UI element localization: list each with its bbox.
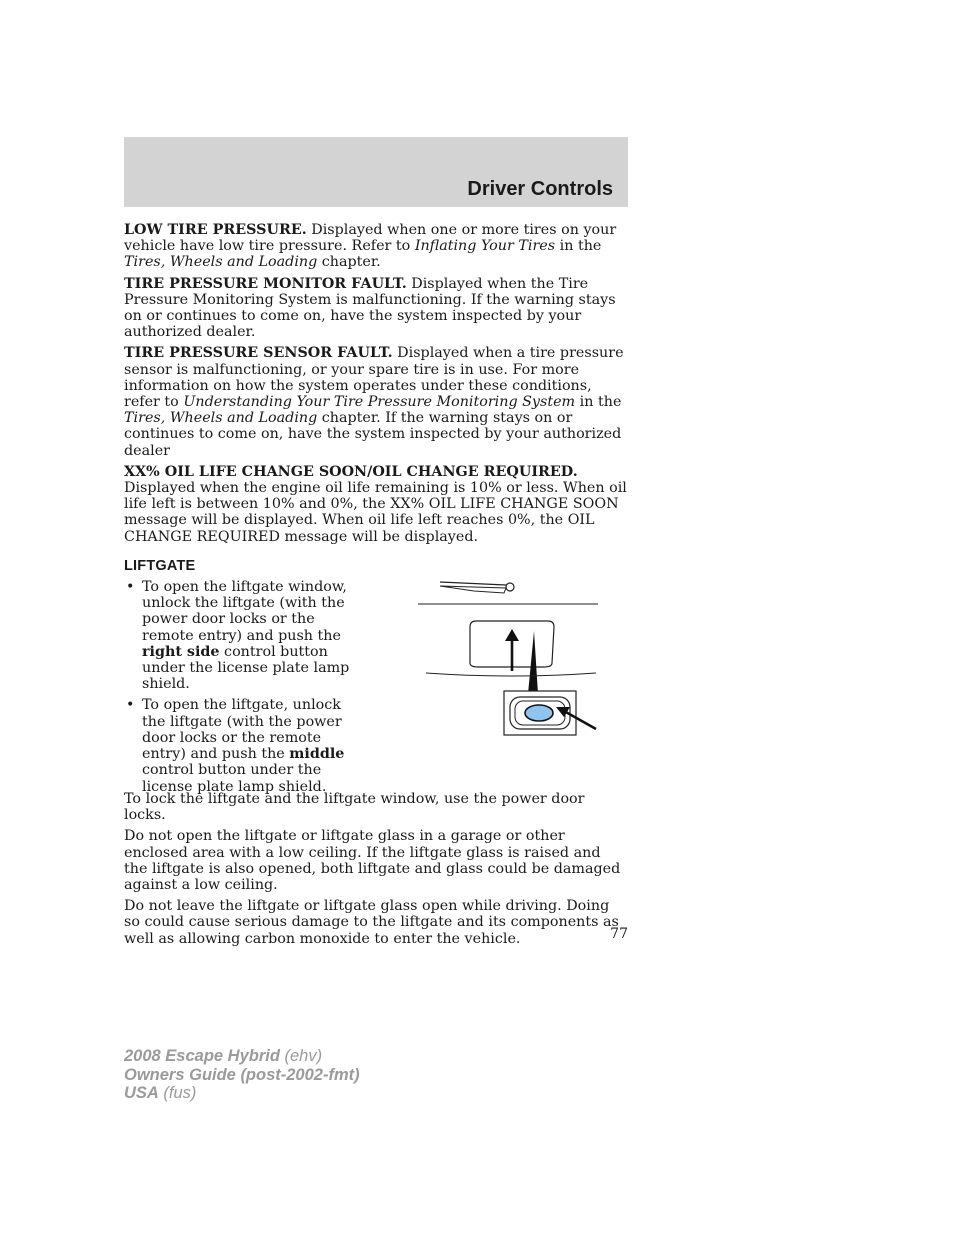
term-monitor-fault: TIRE PRESSURE MONITOR FAULT.: [124, 275, 407, 292]
chapter-reference: Tires, Wheels and Loading: [124, 410, 318, 427]
paragraph-lock-liftgate: To lock the liftgate and the liftgate window, use the power door locks.: [124, 791, 585, 824]
paragraph-low-tire-pressure: LOW TIRE PRESSURE. Displayed when one or more tires on your vehicle have low tire pressure. Refer to Inflating Your Tires in the Tires, Wheels and Loading chapter.: [124, 222, 617, 271]
footer-line-market: USA (fus): [124, 1084, 197, 1102]
rear-wiper-icon: [440, 582, 514, 593]
chapter-reference: Tires, Wheels and Loading: [124, 254, 318, 271]
liftgate-instructions: [124, 579, 364, 800]
term-sensor-fault: TIRE PRESSURE SENSOR FAULT.: [124, 345, 393, 362]
term-oil-life: XX% OIL LIFE CHANGE SOON/OIL CHANGE REQUIRED.: [124, 463, 578, 480]
footer-line-guide: Owners Guide (post-2002-fmt): [124, 1065, 360, 1084]
list-item: • To open the liftgate window, unlock the liftgate (with the power door locks or the remote entry) and push the right side control button under the license plate lamp shield.: [126, 579, 350, 693]
paragraph-garage-warning: Do not open the liftgate or liftgate glass in a garage or other enclosed area with a low ceiling. If the liftgate glass is raised and the liftgate is also opened, both liftgate and glass could be damaged against a low ceiling.: [124, 828, 621, 894]
document-footer: [124, 1047, 360, 1103]
chapter-title: Driver Controls: [467, 178, 613, 200]
section-heading-liftgate: LIFTGATE: [124, 557, 196, 574]
page-content: [124, 222, 628, 952]
list-item: • To open the liftgate, unlock the liftgate (with the power door locks or the remote entry) and push the middle control button under the license plate lamp shield.: [126, 697, 345, 795]
term-low-tire-pressure: LOW TIRE PRESSURE.: [124, 222, 307, 238]
bullet-icon: •: [126, 697, 135, 714]
paragraph-driving-warning: Do not leave the liftgate or liftgate glass open while driving. Doing so could cause serious damage to the liftgate and its components as well as allowing carbon monoxide to enter the vehicle.: [124, 898, 619, 947]
liftgate-section: [124, 579, 628, 795]
liftgate-button-diagram: [414, 579, 604, 754]
chapter-reference: Inflating Your Tires: [414, 238, 556, 255]
chapter-header: [124, 137, 628, 207]
page-number: 77: [610, 926, 628, 942]
bullet-icon: •: [126, 579, 135, 596]
paragraph-monitor-fault: TIRE PRESSURE MONITOR FAULT. Displayed when the Tire Pressure Monitoring System is malfunctioning. If the warning stays on or continues to come on, have the system inspected by your authorized dealer.: [124, 275, 616, 341]
paragraph-oil-life: XX% OIL LIFE CHANGE SOON/OIL CHANGE REQUIRED. Displayed when the engine oil life remaining is 10% or less. When oil life left is between 10% and 0%, the XX% OIL LIFE CHANGE SOON message will be displayed. When oil life left reaches 0%, the OIL CHANGE REQUIRED message will be displayed.: [124, 463, 627, 545]
bumper-line: [426, 673, 596, 676]
footer-line-vehicle: 2008 Escape Hybrid (ehv): [124, 1047, 323, 1065]
paragraph-sensor-fault: TIRE PRESSURE SENSOR FAULT. Displayed when a tire pressure sensor is malfunctioning, or your spare tire is in use. For more information on how the system operates under these conditions, refer to Understanding Your Tire Pressure Monitoring System in the Tires, Wheels and Loading chapter. If the warning stays on or continues to come on, have the system inspected by your authorized dealer: [124, 345, 624, 459]
chapter-reference: Understanding Your Tire Pressure Monitoring System: [183, 394, 576, 411]
